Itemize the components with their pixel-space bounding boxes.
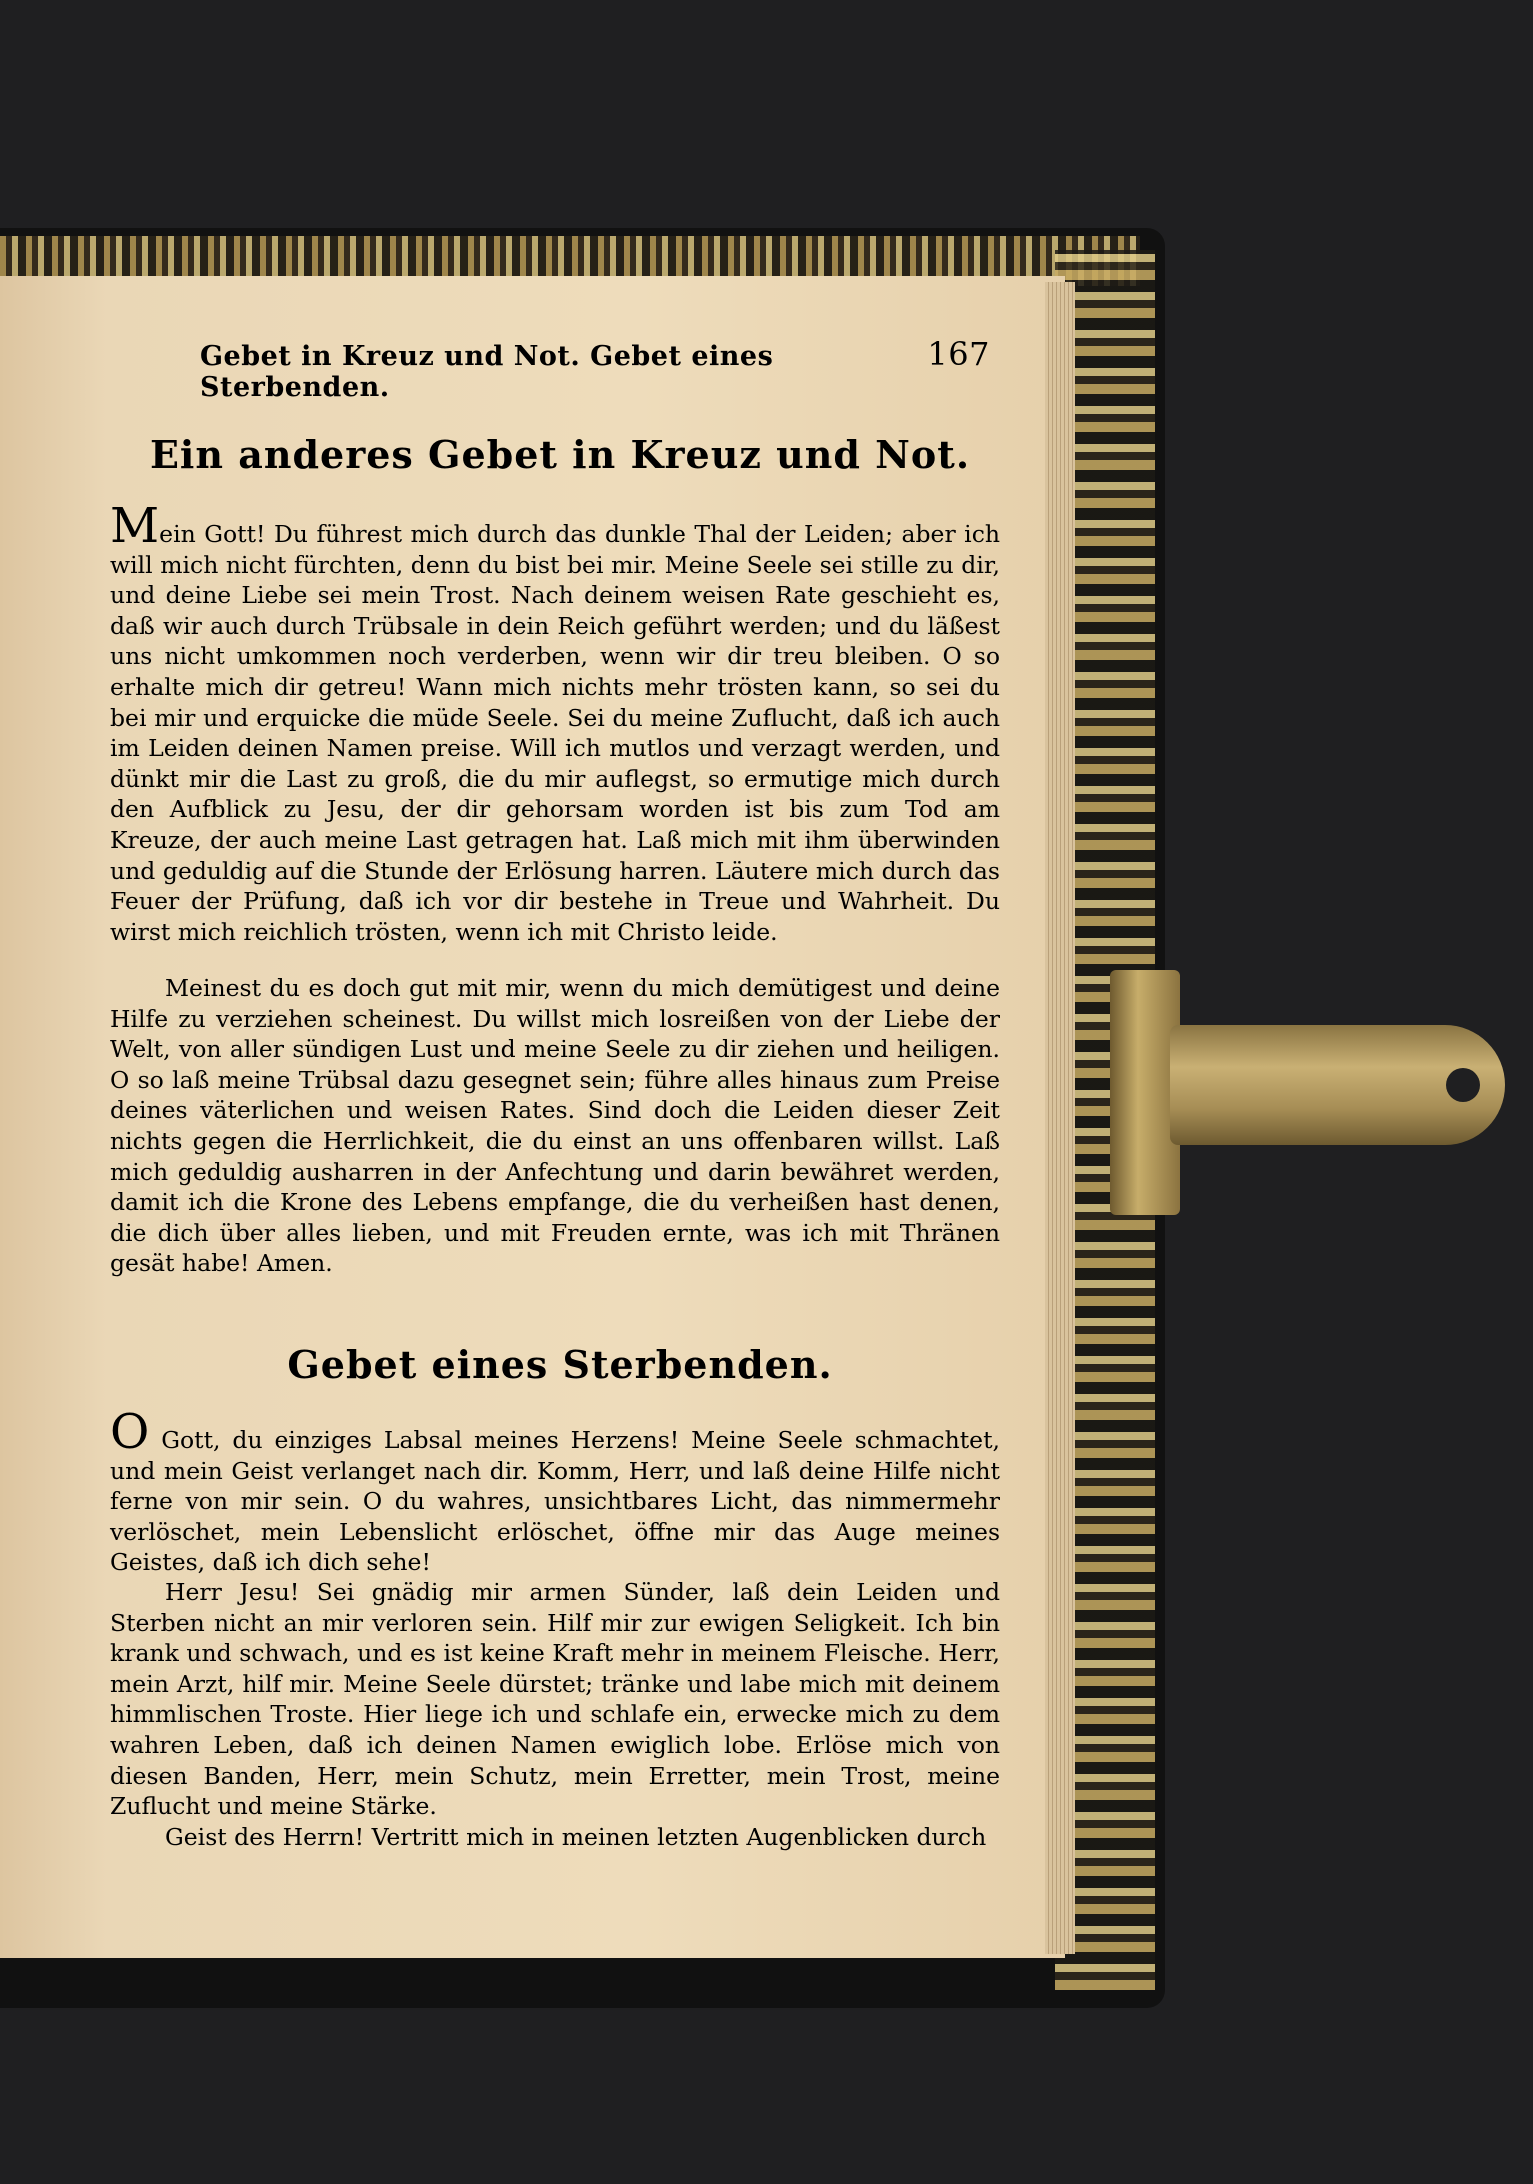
dropcap-m: M xyxy=(110,498,160,554)
section-title-1: Ein anderes Gebet in Kreuz und Not. xyxy=(149,432,971,477)
paragraph-2: Meinest du es doch gut mit mir, wenn du mich demütigest und deine Hilfe zu verziehen scheinest. Du willst mich losreißen von der Liebe der Welt, von aller sündigen Lust und meine Seele zu dir ziehen und heiligen. O so laß meine Trübsal dazu gesegnet sein; führe alles hinaus zum Preise deines väterlichen und weisen Rates. Sind doch die Leiden dieser Zeit nichts gegen die Herrlichkeit, die du einst an uns offenbaren willst. Laß mich geduldig ausharren in der Anfechtung und darin bewähret werden, damit ich die Krone des Lebens empfange, die du verheißen hast denen, die dich über alles lieben, und mit Freuden ernte, was ich mit Thränen gesät habe! Amen. xyxy=(110,974,1000,1278)
page-edges xyxy=(1045,282,1075,1954)
paragraph-5: Geist des Herrn! Vertritt mich in meinen letzten Augenblicken durch xyxy=(165,1823,987,1851)
paragraph-1-text: ein Gott! Du führest mich durch das dunkle Thal der Leiden; aber ich will mich nicht fürchten, denn du bist bei mir. Meine Seele sei stille zu dir, und deine Liebe sei mein Trost. Nach deinem weisen Rate geschieht es, daß wir auch durch Trübsale in dein Reich geführt werden; und du läßest uns nicht umkommen noch verderben, wenn wir dir treu bleiben. O so erhalte mich dir getreu! Wann mich nichts mehr trösten kann, so sei du bei mir und erquicke die müde Seele. Sei du meine Zuflucht, daß ich auch im Leiden deinen Namen preise. Will ich mutlos und verzagt werden, und dünkt mir die Last zu groß, die du mir auflegst, so ermutige mich durch den Aufblick zu Jesu, der dir gehorsam worden ist bis zum Tod am Kreuze, der auch meine Last getragen hat. Laß mich mit ihm überwinden und geduldig auf die Stunde der Erlösung harren. Läutere mich durch das Feuer der Prüfung, daß ich vor dir bestehe in Treue und Wahrheit. Du wirst mich reichlich trösten, wenn ich mit Christo leide. xyxy=(110,520,1000,946)
section-title-2: Gebet eines Sterbenden. xyxy=(287,1342,833,1387)
clasp-hole xyxy=(1446,1068,1480,1102)
paragraph-1 xyxy=(110,498,1000,947)
running-title: Gebet in Kreuz und Not. Gebet eines Sterbenden. xyxy=(200,341,774,403)
running-header xyxy=(200,335,990,403)
paragraph-4: Herr Jesu! Sei gnädig mir armen Sünder, laß dein Leiden und Sterben nicht an mir verloren sein. Hilf mir zur ewigen Seligkeit. Ich bin krank und schwach, und es ist keine Kraft mehr in meinem Fleische. Herr, mein Arzt, hilf mir. Meine Seele dürstet; tränke und labe mich mit deinem himmlischen Troste. Hier liege ich und schlafe ein, erwecke mich zu dem wahren Leben, daß ich deinen Namen ewiglich lobe. Erlöse mich von diesen Banden, Herr, mein Schutz, mein Erretter, mein Trost, meine Zuflucht und meine Stärke. xyxy=(110,1578,1000,1821)
paragraph-3-text: Gott, du einziges Labsal meines Herzens! Meine Seele schmachtet, und mein Geist verlanget nach dir. Komm, Herr, und laß deine Hilfe nicht ferne von mir sein. O du wahres, unsichtbares Licht, das nimmermehr verlöschet, mein Lebenslicht erlöschet, öffne mir das Auge meines Geistes, daß ich dich sehe! xyxy=(110,1426,1000,1577)
dropcap-o: O xyxy=(110,1404,150,1460)
page-number: 167 xyxy=(927,335,990,373)
paragraph-3 xyxy=(110,1404,1000,1578)
